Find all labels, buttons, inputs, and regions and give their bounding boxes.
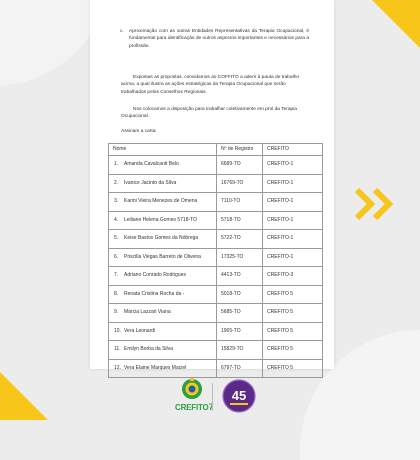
signatory-name: Keise Bastos Gomes da Nóbrega xyxy=(124,235,199,242)
paragraph-proposals: Expostas as propostas, convidamos ao COFFITO a aderir à pauta de trabalho acima, a qual ilustra as ações estratégicas da Terapia Ocupacional que serão trabalhados pelos Conselhos Regionais. xyxy=(121,75,300,95)
column-header-crefito: CREFITO xyxy=(263,144,323,156)
yellow-corner-top-right xyxy=(372,0,420,48)
table-row xyxy=(109,174,323,193)
table-row xyxy=(109,359,323,378)
cell-name xyxy=(109,359,217,378)
cell-crefito: CREFITO-1 xyxy=(263,156,323,175)
table-row xyxy=(109,193,323,212)
row-number: 5. xyxy=(114,235,119,242)
cell-name xyxy=(109,193,217,212)
cell-name xyxy=(109,174,217,193)
row-number: 3. xyxy=(114,198,119,205)
table-row xyxy=(109,230,323,249)
badge-number: 45 xyxy=(231,388,247,403)
cell-registration: 7110-TO xyxy=(217,193,263,212)
signatory-name: Amanda Cavalcanti Belo xyxy=(124,161,179,168)
row-number: 8. xyxy=(114,290,119,297)
signatory-name: Adriano Conrado Rodrigues xyxy=(124,272,186,279)
cell-registration: 1965-TO xyxy=(217,322,263,341)
table-row xyxy=(109,248,323,267)
cell-registration: 5722-TO xyxy=(217,230,263,249)
cell-crefito: CREFITO-1 xyxy=(263,211,323,230)
cell-crefito: CREFITO-1 xyxy=(263,193,323,212)
cell-crefito: CREFITO 5 xyxy=(263,359,323,378)
cell-name xyxy=(109,211,217,230)
signatory-name: Leiliane Helena Gomes 5718-TO xyxy=(124,216,198,223)
signatory-name: Priscilla Viégas Barreto de Oliveira xyxy=(124,253,201,260)
cell-crefito: CREFITO-1 xyxy=(263,248,323,267)
chevron-right-icon xyxy=(353,186,401,222)
cell-crefito: CREFITO 5 xyxy=(263,341,323,360)
cell-registration: 16769-TO xyxy=(217,174,263,193)
signatory-name: Emilyn Borba da Silva xyxy=(124,346,173,353)
signatory-name: Vera Elaine Marques Maciel xyxy=(124,364,187,371)
row-number: 1. xyxy=(114,161,119,168)
row-number: 4. xyxy=(114,216,119,223)
row-number: 9. xyxy=(114,309,119,316)
cell-registration: 15829-TO xyxy=(217,341,263,360)
signatories-table xyxy=(108,143,323,378)
cell-registration: 5018-TO xyxy=(217,285,263,304)
paragraph-availability: Nos colocamos a disposição para trabalhar coletivamente em prol da Terapia Ocupacional. xyxy=(121,107,297,120)
cell-registration: 6797-TO xyxy=(217,359,263,378)
cell-registration: 5718-TO xyxy=(217,211,263,230)
row-number: 11. xyxy=(114,346,121,353)
cell-name xyxy=(109,230,217,249)
anniversary-badge-icon xyxy=(222,379,256,413)
row-number: 2. xyxy=(114,179,119,186)
list-item-c-text: Aproximação com as outras Entidades Representativas da Terapia Ocupacional, é fundamental para identificação de outros aspectos importantes e necessários para a profissão. xyxy=(129,29,309,49)
signatory-name: Renata Cristina Rocha da - xyxy=(124,290,185,297)
paragraph-signatories: Assinam a carta: xyxy=(121,129,157,134)
signatory-name: Karini Vieira Menezes de Omena xyxy=(124,198,198,205)
table-row xyxy=(109,304,323,323)
cell-crefito: CREFITO 5 xyxy=(263,322,323,341)
cell-crefito: CREFITO-1 xyxy=(263,230,323,249)
row-number: 12. xyxy=(114,364,121,371)
footer-logos xyxy=(175,377,265,413)
crefito-logo-text xyxy=(175,402,213,412)
list-item-c xyxy=(120,28,309,50)
cell-name xyxy=(109,267,217,286)
row-number: 7. xyxy=(114,272,119,279)
cell-name xyxy=(109,156,217,175)
table-row xyxy=(109,211,323,230)
cell-crefito: CREFITO-3 xyxy=(263,267,323,286)
row-number: 6. xyxy=(114,253,119,260)
cell-name xyxy=(109,248,217,267)
table-row xyxy=(109,267,323,286)
cell-registration: 5685-TO xyxy=(217,304,263,323)
cell-name xyxy=(109,322,217,341)
table-row xyxy=(109,156,323,175)
cell-registration: 4413-TO xyxy=(217,267,263,286)
row-number: 10. xyxy=(114,327,121,334)
crefito-number: 7 xyxy=(208,402,214,412)
table-header-row xyxy=(109,144,323,156)
column-header-registration: Nº de Registro xyxy=(217,144,263,156)
table-row xyxy=(109,341,323,360)
column-header-name: Nome xyxy=(109,144,217,156)
signatory-name: Vera Leonardi xyxy=(124,327,156,334)
cell-name xyxy=(109,304,217,323)
cell-registration: 17325-TO xyxy=(217,248,263,267)
yellow-corner-bottom-left xyxy=(0,372,48,420)
crefito-emblem-icon xyxy=(181,377,203,401)
signatory-name: Márcia Lazzari Viana xyxy=(124,309,171,316)
table-row xyxy=(109,322,323,341)
table-row xyxy=(109,285,323,304)
cell-name xyxy=(109,341,217,360)
cell-crefito: CREFITO 5 xyxy=(263,304,323,323)
cell-crefito: CREFITO 5 xyxy=(263,285,323,304)
letter-page xyxy=(90,0,334,369)
cell-registration: 6689-TO xyxy=(217,156,263,175)
signatory-name: Ivanice Jacinto da Silva xyxy=(124,179,177,186)
logo-divider xyxy=(212,383,213,411)
list-item-c-label: c. xyxy=(120,29,124,34)
cell-name xyxy=(109,285,217,304)
cell-crefito: CREFITO-1 xyxy=(263,174,323,193)
crefito-word: CREFITO xyxy=(175,403,209,412)
